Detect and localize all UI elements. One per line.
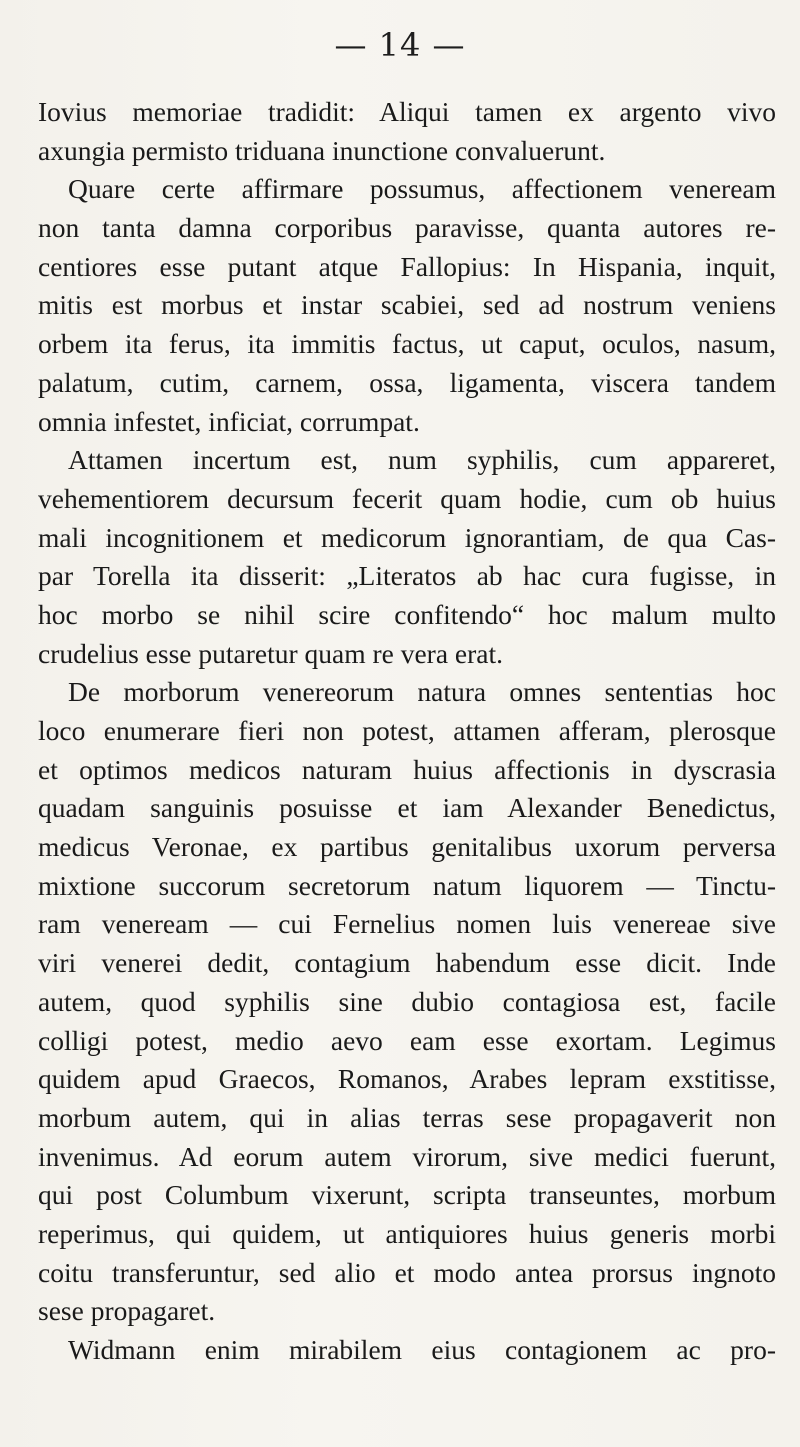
text-line: mixtione succorum secretorum natum liquorem — Tinctu- <box>38 869 776 901</box>
text-line: crudelius esse putaretur quam re vera erat. <box>38 637 503 669</box>
text-line: qui post Columbum vixerunt, scripta transeuntes, morbum <box>38 1179 776 1211</box>
text-line: Iovius memoriae tradidit: Aliqui tamen ex argento vivo <box>38 96 776 127</box>
text-line: De morborum venereorum natura omnes sententias hoc <box>68 676 776 708</box>
text-line: colligi potest, medio aevo eam esse exortam. Legimus <box>38 1024 776 1056</box>
text-line: invenimus. Ad eorum autem virorum, sive medici fuerunt, <box>38 1140 776 1172</box>
paragraph <box>38 441 776 673</box>
paragraph <box>38 93 776 170</box>
text-line: et optimos medicos naturam huius affectionis in dyscrasia <box>38 753 776 785</box>
text-line: morbum autem, qui in alias terras sese propagaverit non <box>38 1101 776 1133</box>
paragraph <box>38 1331 776 1370</box>
text-line: ram veneream — cui Fernelius nomen luis venereae sive <box>38 908 776 940</box>
text-line: loco enumerare fieri non potest, attamen afferam, plerosque <box>38 715 776 746</box>
text-line: quidem apud Graecos, Romanos, Arabes lepram exstitisse, <box>38 1063 776 1095</box>
text-line: mitis est morbus et instar scabiei, sed ad nostrum veniens <box>38 289 776 321</box>
text-line: Quare certe affirmare possumus, affectionem veneream <box>68 173 776 205</box>
text-line: sese propagaret. <box>38 1295 216 1327</box>
text-line: coitu transferuntur, sed alio et modo antea prorsus ingnoto <box>38 1256 776 1288</box>
text-line: mali incognitionem et medicorum ignorantiam, de qua Cas- <box>38 521 776 553</box>
text-line: non tanta damna corporibus paravisse, quanta autores re- <box>38 212 776 244</box>
text-line: reperimus, qui quidem, ut antiquiores huius generis morbi <box>38 1217 776 1249</box>
text-line: orbem ita ferus, ita immitis factus, ut caput, oculos, nasum, <box>38 328 776 360</box>
text-line: omnia infestet, inficiat, corrumpat. <box>38 405 420 437</box>
text-line: hoc morbo se nihil scire confitendo“ hoc malum multo <box>38 598 776 630</box>
text-line: centiores esse putant atque Fallopius: In Hispania, inquit, <box>38 250 776 282</box>
text-line: medicus Veronae, ex partibus genitalibus uxorum perversa <box>38 831 776 863</box>
text-line: par Torella ita disserit: „Literatos ab hac cura fugisse, in <box>38 560 776 592</box>
text-line: axungia permisto triduana inunctione convaluerunt. <box>38 134 606 166</box>
text-line: Widmann enim mirabilem eius contagionem ac pro- <box>68 1334 776 1365</box>
text-line: vehementiorem decursum fecerit quam hodie, cum ob huius <box>38 482 776 514</box>
body-text <box>38 93 776 1370</box>
text-line: palatum, cutim, carnem, ossa, ligamenta, viscera tandem <box>38 366 776 398</box>
text-line: autem, quod syphilis sine dubio contagiosa est, facile <box>38 985 776 1017</box>
text-line: quadam sanguinis posuisse et iam Alexander Benedictus, <box>38 792 776 824</box>
text-line: Attamen incertum est, num syphilis, cum appareret, <box>68 444 776 476</box>
text-line: viri venerei dedit, contagium habendum esse dicit. Inde <box>38 947 776 979</box>
page-number: — 14 — <box>334 26 466 64</box>
paragraph <box>38 170 776 441</box>
paragraph <box>38 673 776 1331</box>
